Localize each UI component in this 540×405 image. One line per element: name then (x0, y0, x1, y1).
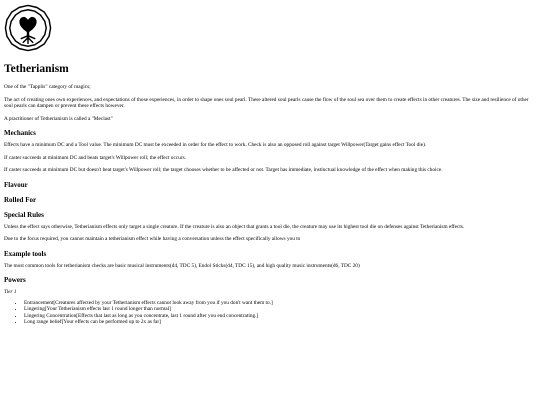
intro-description: The act of creating ones own experiences, and expectations of those experiences, in order to shape ones soul pearl. These altered soul pearls cause the flow of the soul sea over them to create effects in other creatures. The size and resilience of other soul pearls can dampen or prevent these effects however. (4, 96, 529, 109)
list-item: • Lingering[Your Tetherianism effects last 1 round longer than normal] (24, 306, 536, 313)
list-item: • Long range belief[Your effects can be performed up to 2x as far] (24, 319, 536, 326)
intro-practitioner: A practitioner of Tetherianism is called a "Meclast" (4, 115, 113, 122)
mechanics-heading: Mechanics (4, 129, 36, 137)
special-rules-heading: Special Rules (4, 210, 44, 219)
example-tools-heading: Example tools (4, 249, 47, 258)
special-rules-paragraph: Unless the effect says otherwise, Tetherianism effects only target a single creature. If the creature is also an object that grants a tool die, the creature may use its highest tool die on defenses against Tetherianism effects. (4, 223, 465, 230)
powers-heading: Powers (4, 276, 26, 284)
flavour-heading: Flavour (4, 180, 28, 189)
powers-list (4, 300, 536, 326)
intro-category: One of the "Tapplis" category of magics; (4, 84, 91, 90)
list-item: • Lingering Concentration[Effects that last as long as you concentrate, last 1 round after you end concentrating.] (24, 313, 536, 320)
list-item: • Entrancement[Creatures affected by your Tetherianism effects cannot look away from you if you don't want them to.] (24, 300, 536, 307)
article (4, 4, 536, 326)
rolled-for-heading: Rolled For (4, 195, 37, 204)
mechanics-paragraph: Effects have a minimum DC and a Tool value. The minimum DC must be exceeded in order for the effect to work. Check is also an opposed roll against target Willpower(Target gains effect Tool die). (4, 142, 427, 148)
mechanics-paragraph: If caster succeeds at minimum DC but doesn't beat target's Willpower roll; the target chooses whether to be affected or not. Target has immediate, instinctual knowledge of the effect when making this choice. (4, 167, 443, 173)
example-tools-paragraph: The most common tools for tetherianism checks are basic musical instruments(d4, TDC 5), Endol Sticks(d4, TDC 15), and high quality music instruments(d6, TDC 20) (4, 262, 360, 269)
page-title: Tetherianism (4, 63, 69, 75)
powers-tier-label: Tier 1 (4, 289, 17, 295)
special-rules-paragraph: Due to the focus required, you cannot maintain a tetherianism effect while having a conversation unless the effect specifically allows you to (4, 236, 301, 242)
mechanics-paragraph: If caster succeeds at minimum DC and beats target's Willpower roll; the effect occurs. (4, 154, 186, 161)
heart-tree-emblem-icon (4, 4, 52, 52)
